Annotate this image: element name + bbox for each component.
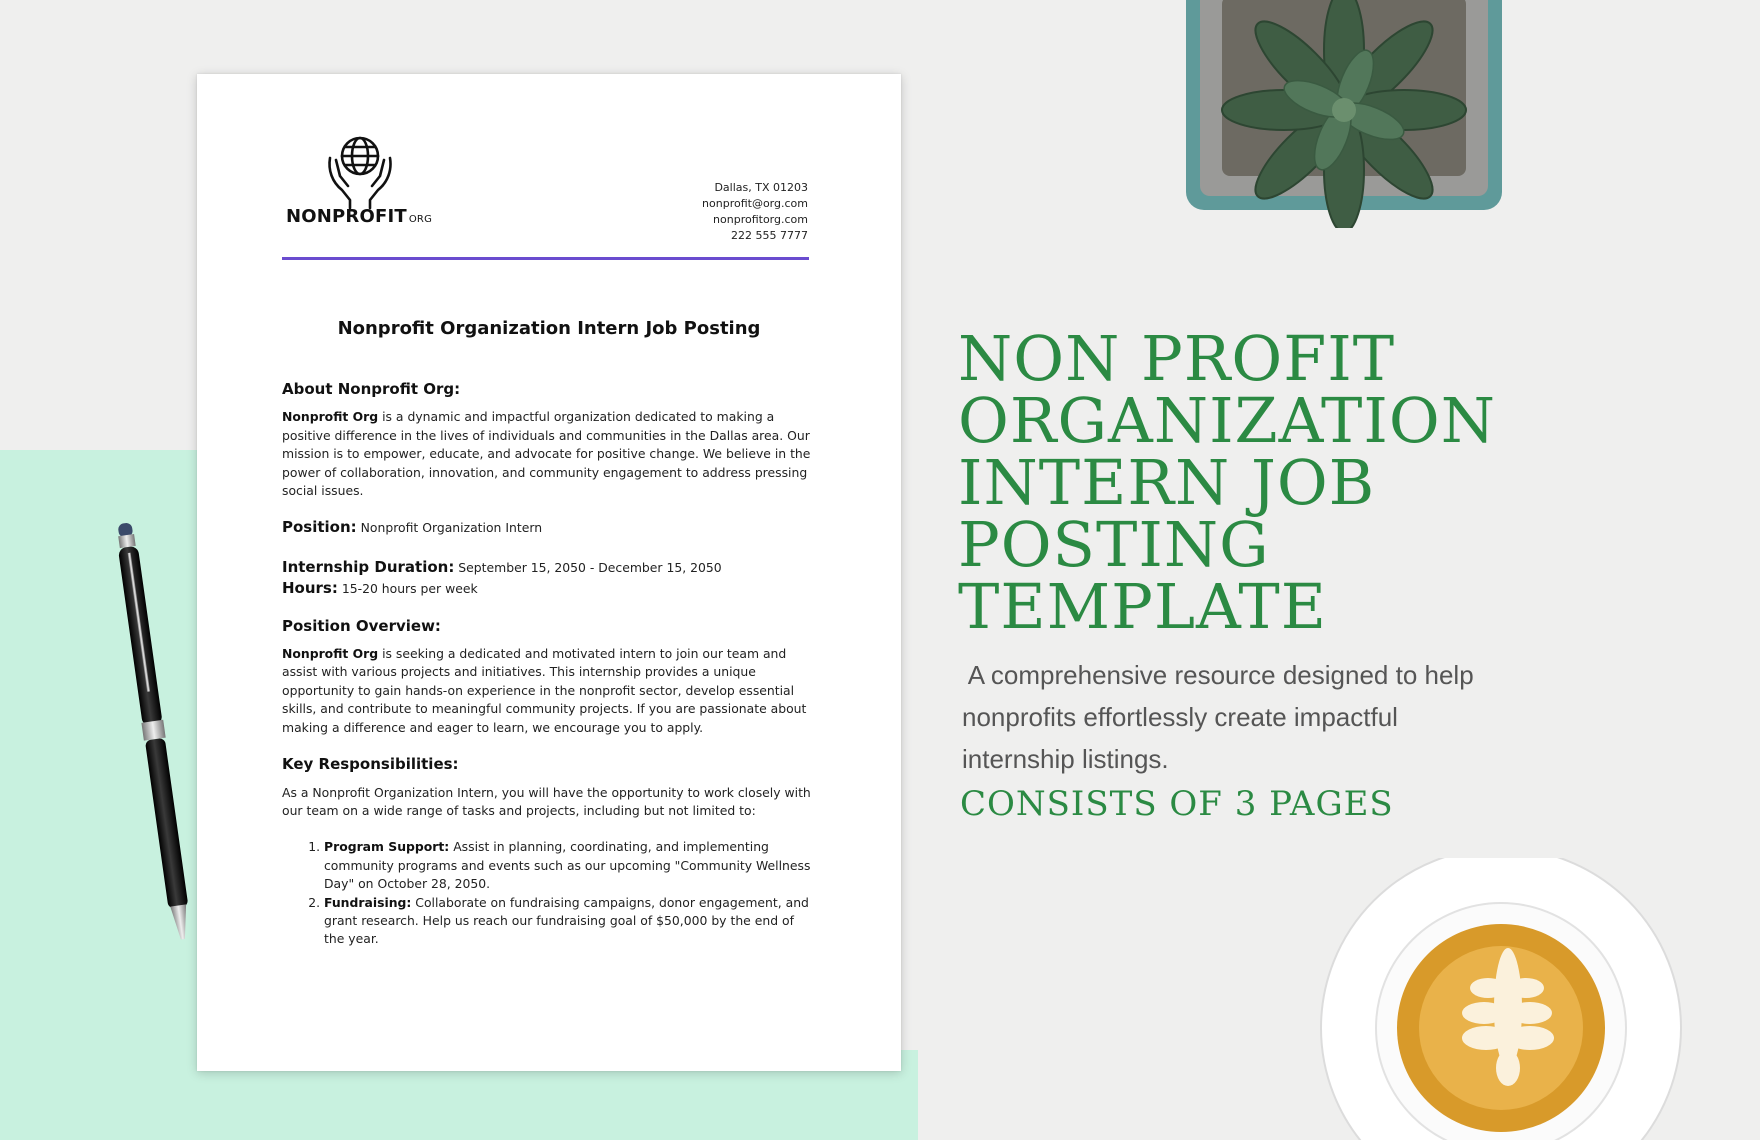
- overview-heading: Position Overview:: [282, 616, 441, 635]
- promo-tagline: [962, 654, 1582, 780]
- duration-field: Internship Duration: September 15, 2050 - December 15, 2050: [282, 557, 722, 576]
- headline-line: POSTING: [958, 508, 1270, 581]
- headline-line: TEMPLATE: [958, 570, 1327, 643]
- promo-headline: [958, 322, 1718, 643]
- headline-line: INTERN JOB: [958, 446, 1376, 519]
- contact-email: nonprofit@org.com: [702, 197, 808, 210]
- document-body: [282, 380, 817, 949]
- list-item: 1. Program Support: Assist in planning, coordinating, and implementing community programs and events such as our upcoming "Community Wellness Day" on October 28, 2050.: [324, 838, 817, 893]
- coffee-cup-image: [1318, 858, 1684, 1140]
- header-divider: [282, 257, 809, 260]
- responsibilities-list: [282, 838, 817, 948]
- tagline-line: A comprehensive resource designed to help: [962, 660, 1474, 690]
- about-heading: About Nonprofit Org:: [282, 380, 461, 398]
- contact-phone: 222 555 7777: [731, 229, 808, 242]
- headline-line: ORGANIZATION: [958, 384, 1496, 457]
- organization-logo: [286, 136, 446, 226]
- headline-line: NON PROFIT: [958, 322, 1396, 395]
- hours-field: Hours: 15-20 hours per week: [282, 579, 478, 598]
- globe-in-hands-icon: [324, 136, 396, 210]
- succulent-plant-image: [1186, 0, 1502, 228]
- position-field: Position: Nonprofit Organization Intern: [282, 518, 543, 537]
- logo-wordmark: NONPROFIT ORG: [286, 206, 433, 227]
- pen-image: [118, 520, 208, 960]
- document-title: Nonprofit Organization Intern Job Posting: [337, 318, 761, 339]
- contact-website: nonprofitorg.com: [713, 213, 808, 226]
- responsibilities-intro: As a Nonprofit Organization Intern, you will have the opportunity to work closely with our team on a wide range of tasks and projects, including but not limited to:: [282, 784, 811, 818]
- tagline-line: internship listings.: [962, 744, 1169, 774]
- document-page: [197, 74, 901, 1071]
- overview-paragraph: Nonprofit Org is seeking a dedicated and motivated intern to join our team and assist with various projects and initiatives. This internship provides a unique opportunity to gain hands-on experience in the nonprofit sector, develop essential skills, and contribute to meaningful community projects. If you are passionate about making a difference and eager to learn, we encourage you to apply.: [282, 646, 807, 735]
- contact-block: [702, 180, 808, 244]
- tagline-line: nonprofits effortlessly create impactful: [962, 702, 1398, 732]
- contact-address: Dallas, TX 01203: [714, 181, 808, 194]
- list-item: 2. Fundraising: Collaborate on fundraising campaigns, donor engagement, and grant research. Help us reach our fundraising goal of $50,000 by the end of the year.: [324, 894, 817, 949]
- about-paragraph: Nonprofit Org is a dynamic and impactful organization dedicated to making a positive difference in the lives of individuals and communities in the Dallas area. Our mission is to empower, educate, and advocate for positive change. We believe in the power of collaboration, innovation, and community engagement to address pressing social issues.: [282, 409, 811, 499]
- responsibilities-heading: Key Responsibilities:: [282, 755, 459, 774]
- page-count-note: CONSISTS OF 3 PAGES: [960, 784, 1394, 824]
